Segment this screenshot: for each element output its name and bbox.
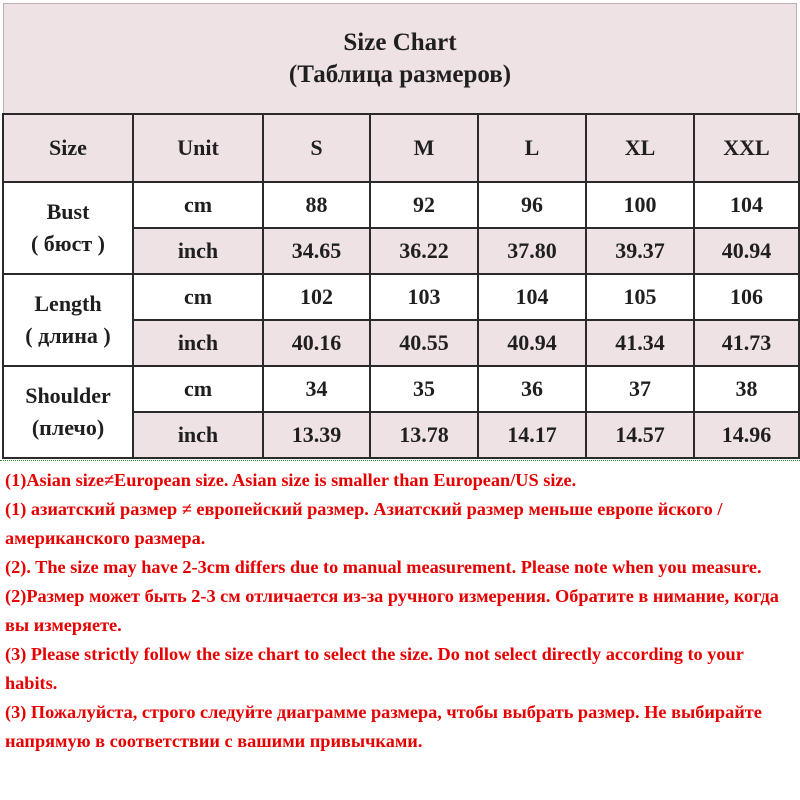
value-cell: 105	[586, 274, 694, 320]
row-label-length	[3, 274, 133, 366]
value-cell: 102	[263, 274, 370, 320]
value-cell: 103	[370, 274, 478, 320]
value-cell: 106	[694, 274, 799, 320]
value-cell: 35	[370, 366, 478, 412]
value-cell: 88	[263, 182, 370, 228]
value-cell: 14.57	[586, 412, 694, 458]
value-cell: 14.96	[694, 412, 799, 458]
row-label-bust	[3, 182, 133, 274]
unit-cell: cm	[133, 274, 263, 320]
value-cell: 96	[478, 182, 586, 228]
value-cell: 13.78	[370, 412, 478, 458]
note-asian-size-ru: (1) азиатский размер ≠ европейский размер. Азиатский размер меньше европе йского / американского размера.	[5, 499, 723, 548]
table-row	[3, 274, 799, 320]
notes-section	[0, 460, 800, 800]
value-cell: 38	[694, 366, 799, 412]
unit-cell: inch	[133, 412, 263, 458]
value-cell: 39.37	[586, 228, 694, 274]
row-label-en: Length	[34, 291, 102, 316]
value-cell: 40.94	[478, 320, 586, 366]
unit-cell: inch	[133, 228, 263, 274]
value-cell: 36.22	[370, 228, 478, 274]
value-cell: 37.80	[478, 228, 586, 274]
unit-cell: inch	[133, 320, 263, 366]
unit-cell: cm	[133, 182, 263, 228]
value-cell: 34	[263, 366, 370, 412]
header-xxl: XXL	[694, 114, 799, 182]
header-xl: XL	[586, 114, 694, 182]
note-follow-chart-en: (3) Please strictly follow the size chart to select the size. Do not select directly according to your habits.	[5, 644, 744, 693]
size-table	[2, 113, 800, 459]
table-row	[3, 366, 799, 412]
unit-cell: cm	[133, 366, 263, 412]
value-cell: 92	[370, 182, 478, 228]
value-cell: 41.34	[586, 320, 694, 366]
note-follow-chart-ru: (3) Пожалуйста, строго следуйте диаграмме размера, чтобы выбрать размер. Не выбирайте напрямую в соответствии с вашими привычками.	[5, 702, 762, 751]
value-cell: 104	[478, 274, 586, 320]
value-cell: 13.39	[263, 412, 370, 458]
header-size: Size	[3, 114, 133, 182]
value-cell: 40.55	[370, 320, 478, 366]
header-unit: Unit	[133, 114, 263, 182]
value-cell: 37	[586, 366, 694, 412]
value-cell: 34.65	[263, 228, 370, 274]
value-cell: 36	[478, 366, 586, 412]
header-s: S	[263, 114, 370, 182]
value-cell: 104	[694, 182, 799, 228]
note-measurement-ru: (2)Размер может быть 2-3 см отличается из-за ручного измерения. Обратите в нимание, когда вы измеряете.	[5, 586, 779, 635]
row-label-shoulder	[3, 366, 133, 458]
value-cell: 40.16	[263, 320, 370, 366]
note-asian-size-en: (1)Asian size≠European size. Asian size is smaller than European/US size.	[5, 470, 577, 490]
value-cell: 100	[586, 182, 694, 228]
value-cell: 41.73	[694, 320, 799, 366]
note-measurement-en: (2). The size may have 2-3cm differs due to manual measurement. Please note when you measure.	[5, 557, 762, 577]
chart-title: Size Chart	[343, 29, 457, 56]
row-label-ru: ( бюст )	[30, 231, 106, 256]
row-label-en: Shoulder	[25, 383, 111, 408]
row-label-ru: (плечо)	[31, 415, 105, 440]
value-cell: 40.94	[694, 228, 799, 274]
header-l: L	[478, 114, 586, 182]
table-row	[3, 182, 799, 228]
value-cell: 14.17	[478, 412, 586, 458]
row-label-en: Bust	[46, 199, 90, 224]
table-header-row	[3, 114, 799, 182]
chart-subtitle: (Таблица размеров)	[288, 61, 512, 88]
row-label-ru: ( длина )	[25, 323, 111, 348]
title-panel	[3, 3, 797, 115]
header-m: M	[370, 114, 478, 182]
